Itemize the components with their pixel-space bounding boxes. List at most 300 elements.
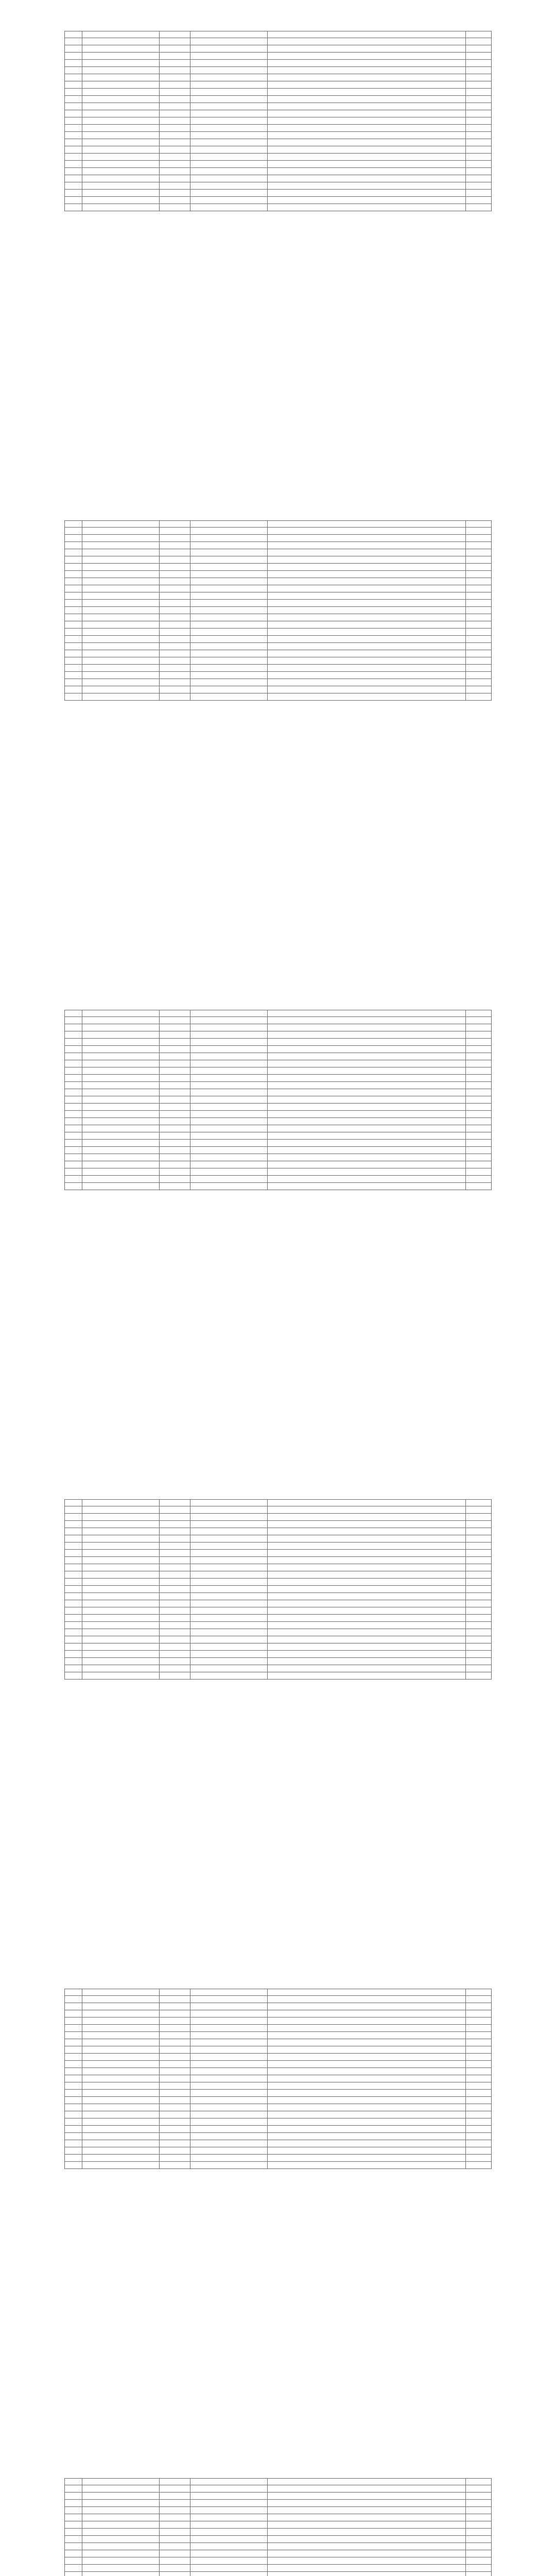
cell-type — [160, 139, 190, 146]
cell-count — [466, 1104, 492, 1110]
cell-count — [466, 1579, 492, 1585]
cell-desc — [268, 60, 466, 66]
cell-unit — [190, 154, 268, 160]
cell-unit — [190, 2075, 268, 2082]
cell-type — [160, 1010, 190, 1016]
cell-type — [160, 2529, 190, 2535]
cell-unit — [190, 542, 268, 549]
cell-no — [65, 2097, 82, 2104]
table-row — [64, 1665, 492, 1672]
cell-desc — [268, 53, 466, 59]
table-row — [64, 1176, 492, 1183]
cell-desc — [268, 74, 466, 81]
table-row — [64, 2082, 492, 2090]
cell-desc — [268, 2046, 466, 2053]
cell-unit — [190, 1651, 268, 1657]
table-row — [64, 182, 492, 190]
cell-count — [466, 665, 492, 671]
data-table — [64, 1989, 492, 2169]
table-row — [64, 636, 492, 643]
table-row — [64, 1571, 492, 1579]
cell-type — [160, 578, 190, 585]
cell-unit — [190, 614, 268, 621]
cell-no — [65, 1176, 82, 1182]
cell-name — [82, 2039, 160, 2046]
cell-unit — [190, 1564, 268, 1571]
cell-desc — [268, 1629, 466, 1636]
cell-no — [65, 2082, 82, 2089]
cell-no — [65, 31, 82, 38]
cell-desc — [268, 125, 466, 131]
cell-desc — [268, 154, 466, 160]
cell-no — [65, 1629, 82, 1636]
table-row — [64, 154, 492, 161]
cell-name — [82, 31, 160, 38]
cell-unit — [190, 139, 268, 146]
table-row — [64, 2493, 492, 2500]
cell-type — [160, 1161, 190, 1168]
cell-name — [82, 81, 160, 88]
cell-name — [82, 2521, 160, 2528]
cell-type — [160, 96, 190, 103]
table-row — [64, 2162, 492, 2169]
table-row — [64, 2090, 492, 2097]
cell-desc — [268, 1075, 466, 1081]
table-row — [64, 1039, 492, 1046]
cell-desc — [268, 1500, 466, 1506]
cell-count — [466, 2003, 492, 2010]
cell-type — [160, 2514, 190, 2521]
table-row — [64, 2514, 492, 2521]
cell-count — [466, 629, 492, 635]
cell-no — [65, 600, 82, 606]
cell-desc — [268, 1067, 466, 1074]
cell-unit — [190, 1183, 268, 1190]
table-row — [64, 2010, 492, 2018]
cell-type — [160, 161, 190, 167]
cell-name — [82, 2557, 160, 2564]
cell-no — [65, 1168, 82, 1175]
cell-desc — [268, 175, 466, 182]
cell-name — [82, 1161, 160, 1168]
cell-desc — [268, 1593, 466, 1600]
cell-unit — [190, 1031, 268, 1038]
cell-count — [466, 1168, 492, 1175]
table-row — [64, 2507, 492, 2514]
cell-count — [466, 1996, 492, 2003]
cell-no — [65, 2054, 82, 2060]
cell-type — [160, 89, 190, 95]
cell-no — [65, 2140, 82, 2147]
table-row — [64, 1550, 492, 1557]
cell-count — [466, 1046, 492, 1053]
cell-type — [160, 1140, 190, 1146]
cell-count — [466, 103, 492, 110]
cell-count — [466, 2133, 492, 2140]
table-row — [64, 175, 492, 182]
cell-unit — [190, 1643, 268, 1650]
cell-name — [82, 1672, 160, 1679]
cell-name — [82, 556, 160, 563]
table-row — [64, 190, 492, 197]
cell-name — [82, 1571, 160, 1578]
cell-name — [82, 1521, 160, 1528]
cell-count — [466, 1017, 492, 1024]
cell-no — [65, 1600, 82, 1607]
cell-unit — [190, 2097, 268, 2104]
cell-unit — [190, 629, 268, 635]
cell-no — [65, 1183, 82, 1190]
cell-no — [65, 1154, 82, 1161]
cell-no — [65, 672, 82, 679]
cell-type — [160, 643, 190, 650]
cell-name — [82, 585, 160, 592]
table-row — [64, 1506, 492, 1514]
cell-type — [160, 2500, 190, 2506]
cell-type — [160, 2557, 190, 2564]
table-row — [64, 2126, 492, 2133]
cell-count — [466, 1082, 492, 1089]
table-row — [64, 1111, 492, 1118]
table-row — [64, 132, 492, 139]
cell-no — [65, 2500, 82, 2506]
cell-no — [65, 549, 82, 556]
cell-no — [65, 571, 82, 578]
table-row — [64, 2565, 492, 2572]
cell-name — [82, 1593, 160, 1600]
cell-type — [160, 1615, 190, 1621]
cell-no — [65, 197, 82, 204]
table-row — [64, 1579, 492, 1586]
cell-no — [65, 175, 82, 182]
cell-name — [82, 2104, 160, 2111]
cell-name — [82, 1046, 160, 1053]
table-row — [64, 2046, 492, 2054]
table-row — [64, 1147, 492, 1154]
cell-no — [65, 110, 82, 117]
cell-unit — [190, 2010, 268, 2017]
cell-no — [65, 556, 82, 563]
table-row — [64, 2133, 492, 2140]
table-row — [64, 2529, 492, 2536]
cell-desc — [268, 1506, 466, 1513]
data-table — [64, 1499, 492, 1680]
cell-count — [466, 1629, 492, 1636]
cell-type — [160, 1996, 190, 2003]
cell-name — [82, 96, 160, 103]
cell-no — [65, 2068, 82, 2075]
cell-type — [160, 190, 190, 196]
cell-no — [65, 1089, 82, 1096]
cell-unit — [190, 2082, 268, 2089]
table-row — [64, 693, 492, 701]
cell-no — [65, 1535, 82, 1542]
table-row — [64, 74, 492, 81]
cell-name — [82, 1031, 160, 1038]
cell-count — [466, 556, 492, 563]
cell-desc — [268, 1118, 466, 1125]
cell-name — [82, 1535, 160, 1542]
table-row — [64, 2572, 492, 2576]
cell-no — [65, 117, 82, 124]
cell-desc — [268, 31, 466, 38]
cell-no — [65, 2025, 82, 2031]
cell-desc — [268, 2111, 466, 2118]
table-row — [64, 2032, 492, 2039]
cell-name — [82, 1147, 160, 1154]
cell-unit — [190, 2068, 268, 2075]
cell-desc — [268, 1140, 466, 1146]
cell-count — [466, 2536, 492, 2543]
cell-no — [65, 89, 82, 95]
cell-name — [82, 1543, 160, 1549]
cell-desc — [268, 139, 466, 146]
cell-unit — [190, 521, 268, 527]
cell-desc — [268, 2572, 466, 2576]
cell-type — [160, 1579, 190, 1585]
cell-no — [65, 2162, 82, 2168]
cell-type — [160, 1528, 190, 1535]
cell-no — [65, 161, 82, 167]
cell-count — [466, 117, 492, 124]
cell-count — [466, 154, 492, 160]
table-row — [64, 1161, 492, 1168]
cell-no — [65, 2090, 82, 2096]
cell-count — [466, 2032, 492, 2039]
cell-type — [160, 1089, 190, 1096]
cell-type — [160, 1039, 190, 1045]
cell-count — [466, 2572, 492, 2576]
cell-name — [82, 53, 160, 59]
cell-type — [160, 1643, 190, 1650]
cell-no — [65, 81, 82, 88]
cell-type — [160, 175, 190, 182]
cell-unit — [190, 693, 268, 700]
cell-type — [160, 1651, 190, 1657]
cell-count — [466, 542, 492, 549]
cell-count — [466, 2010, 492, 2017]
cell-count — [466, 549, 492, 556]
cell-name — [82, 2479, 160, 2485]
cell-desc — [268, 2068, 466, 2075]
cell-name — [82, 665, 160, 671]
cell-unit — [190, 168, 268, 175]
table-row — [64, 1118, 492, 1125]
cell-unit — [190, 1658, 268, 1665]
table-row — [64, 2025, 492, 2032]
cell-count — [466, 2162, 492, 2168]
cell-desc — [268, 1183, 466, 1190]
cell-name — [82, 2133, 160, 2140]
cell-count — [466, 564, 492, 570]
cell-unit — [190, 2500, 268, 2506]
table-row — [64, 89, 492, 96]
table-row — [64, 117, 492, 125]
cell-type — [160, 2018, 190, 2024]
cell-type — [160, 1500, 190, 1506]
table-row — [64, 665, 492, 672]
cell-type — [160, 2054, 190, 2060]
cell-type — [160, 154, 190, 160]
cell-type — [160, 1658, 190, 1665]
cell-count — [466, 2061, 492, 2067]
cell-desc — [268, 2155, 466, 2161]
cell-name — [82, 2162, 160, 2168]
cell-no — [65, 1622, 82, 1629]
data-table — [64, 520, 492, 701]
cell-count — [466, 1665, 492, 1672]
cell-unit — [190, 2039, 268, 2046]
cell-name — [82, 1528, 160, 1535]
table-row — [64, 650, 492, 657]
table-row — [64, 542, 492, 549]
table-row — [64, 96, 492, 103]
cell-count — [466, 1500, 492, 1506]
cell-no — [65, 679, 82, 686]
cell-type — [160, 2140, 190, 2147]
cell-count — [466, 592, 492, 599]
cell-desc — [268, 2543, 466, 2550]
table-row — [64, 686, 492, 693]
cell-unit — [190, 53, 268, 59]
cell-desc — [268, 1571, 466, 1578]
cell-no — [65, 636, 82, 642]
cell-count — [466, 168, 492, 175]
cell-type — [160, 2543, 190, 2550]
cell-no — [65, 2111, 82, 2118]
cell-type — [160, 2550, 190, 2557]
cell-type — [160, 38, 190, 45]
cell-name — [82, 549, 160, 556]
cell-desc — [268, 1636, 466, 1643]
table-row — [64, 2119, 492, 2126]
cell-unit — [190, 1140, 268, 1146]
cell-desc — [268, 2147, 466, 2154]
cell-name — [82, 1564, 160, 1571]
table-row — [64, 125, 492, 132]
cell-desc — [268, 1132, 466, 1139]
cell-name — [82, 1082, 160, 1089]
cell-unit — [190, 1506, 268, 1513]
cell-desc — [268, 665, 466, 671]
cell-name — [82, 542, 160, 549]
cell-count — [466, 190, 492, 196]
cell-no — [65, 1550, 82, 1556]
cell-unit — [190, 1636, 268, 1643]
cell-no — [65, 1607, 82, 1614]
cell-no — [65, 535, 82, 541]
table-row — [64, 2521, 492, 2529]
table-row — [64, 81, 492, 89]
cell-count — [466, 2039, 492, 2046]
cell-count — [466, 204, 492, 211]
cell-count — [466, 1039, 492, 1045]
cell-desc — [268, 2133, 466, 2140]
cell-desc — [268, 1996, 466, 2003]
cell-count — [466, 2082, 492, 2089]
table-row — [64, 1658, 492, 1665]
cell-name — [82, 1629, 160, 1636]
table-row — [64, 2018, 492, 2025]
cell-name — [82, 2147, 160, 2154]
cell-unit — [190, 2162, 268, 2168]
cell-desc — [268, 592, 466, 599]
cell-name — [82, 1996, 160, 2003]
cell-unit — [190, 2003, 268, 2010]
cell-count — [466, 182, 492, 189]
cell-type — [160, 1067, 190, 1074]
cell-desc — [268, 1543, 466, 1549]
cell-no — [65, 1543, 82, 1549]
cell-unit — [190, 1543, 268, 1549]
cell-name — [82, 1506, 160, 1513]
cell-name — [82, 1183, 160, 1190]
cell-count — [466, 578, 492, 585]
cell-desc — [268, 1600, 466, 1607]
cell-count — [466, 89, 492, 95]
cell-unit — [190, 2061, 268, 2067]
cell-no — [65, 139, 82, 146]
table-row — [64, 614, 492, 621]
cell-desc — [268, 657, 466, 664]
cell-desc — [268, 1665, 466, 1672]
cell-count — [466, 146, 492, 153]
cell-no — [65, 2104, 82, 2111]
table-row — [64, 1183, 492, 1190]
cell-desc — [268, 2485, 466, 2492]
cell-count — [466, 2147, 492, 2154]
cell-unit — [190, 1176, 268, 1182]
cell-name — [82, 1168, 160, 1175]
cell-count — [466, 1111, 492, 1117]
cell-count — [466, 2485, 492, 2492]
cell-count — [466, 636, 492, 642]
table-row — [64, 1651, 492, 1658]
cell-desc — [268, 585, 466, 592]
cell-no — [65, 1161, 82, 1168]
cell-unit — [190, 2485, 268, 2492]
cell-type — [160, 2025, 190, 2031]
cell-name — [82, 2565, 160, 2571]
cell-unit — [190, 1586, 268, 1592]
cell-no — [65, 1636, 82, 1643]
cell-name — [82, 1636, 160, 1643]
cell-desc — [268, 1089, 466, 1096]
cell-no — [65, 154, 82, 160]
cell-unit — [190, 1104, 268, 1110]
table-row — [64, 2097, 492, 2104]
table-row — [64, 1132, 492, 1140]
cell-desc — [268, 190, 466, 196]
cell-unit — [190, 535, 268, 541]
cell-unit — [190, 1607, 268, 1614]
cell-count — [466, 600, 492, 606]
table-row — [64, 1593, 492, 1600]
cell-type — [160, 535, 190, 541]
table-row — [64, 592, 492, 600]
cell-type — [160, 607, 190, 614]
cell-no — [65, 2565, 82, 2571]
cell-name — [82, 1607, 160, 1614]
cell-desc — [268, 2565, 466, 2571]
cell-type — [160, 2572, 190, 2576]
cell-name — [82, 2097, 160, 2104]
cell-name — [82, 139, 160, 146]
cell-desc — [268, 556, 466, 563]
cell-count — [466, 1607, 492, 1614]
cell-unit — [190, 1089, 268, 1096]
cell-name — [82, 2514, 160, 2521]
